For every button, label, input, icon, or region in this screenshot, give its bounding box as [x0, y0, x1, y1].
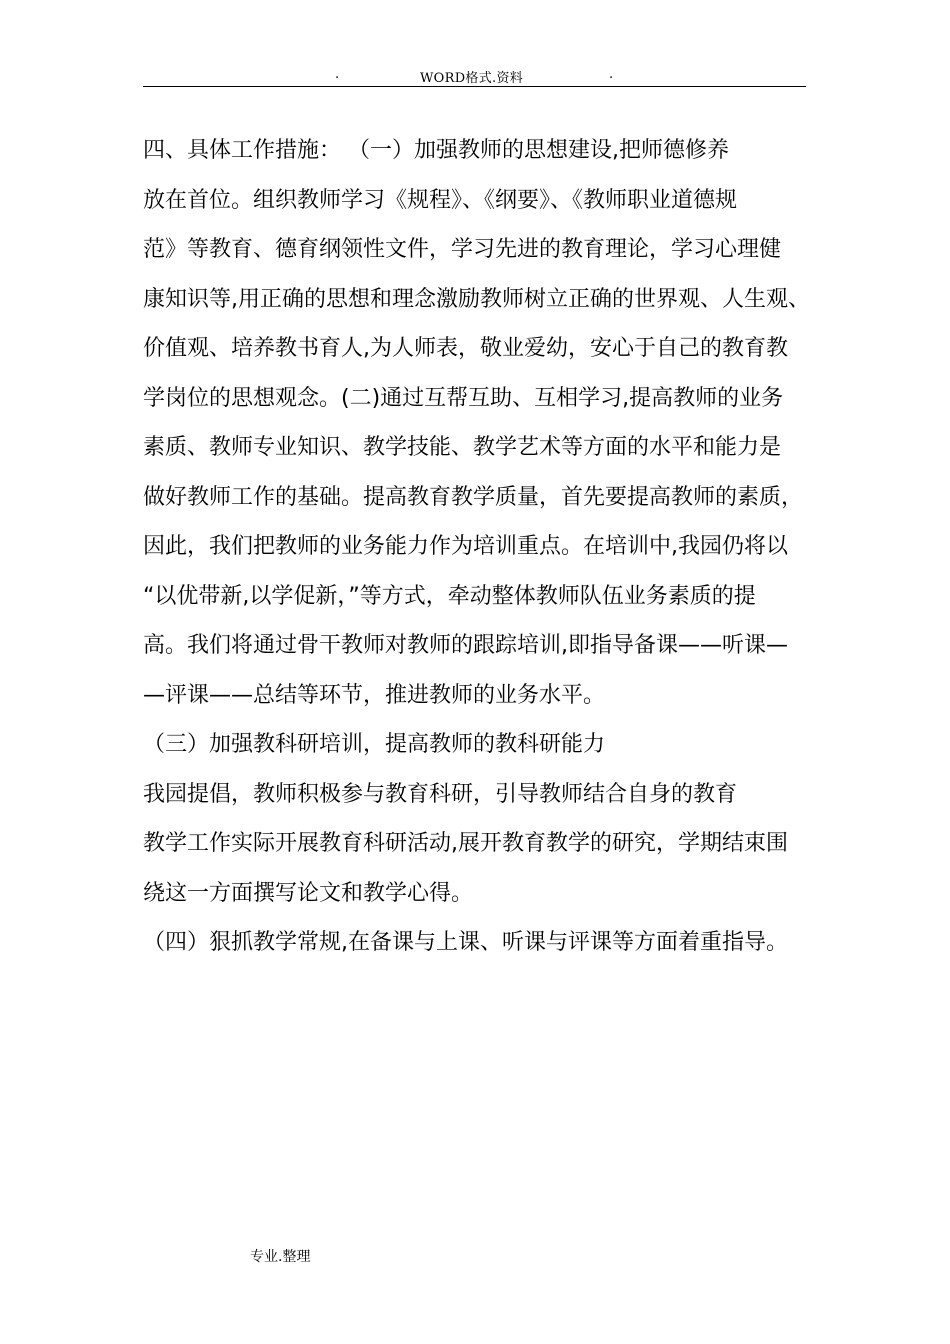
header-title: WORD格式.资料	[420, 71, 524, 86]
header-dot-left: .	[335, 67, 340, 82]
page-footer: 专业.整理	[250, 1249, 311, 1265]
header-dot-right: .	[609, 67, 614, 82]
text-line: （三）加强教科研培训，提高教师的教科研能力	[143, 732, 606, 757]
text-line: 价值观、培养教书育人,为人师表，敬业爱幼，安心于自己的教育教	[143, 336, 788, 361]
text-line: 康知识等,用正确的思想和理念激励教师树立正确的世界观、人生观、	[143, 286, 810, 312]
text-line: 我园提倡，教师积极参与教育科研，引导教师结合自身的教育	[143, 781, 738, 807]
document-body	[143, 126, 843, 968]
text-line: （四）狠抓教学常规,在备课与上课、听课与评课等方面着重指导。	[143, 930, 788, 955]
text-line: —评课——总结等环节，推进教师的业务水平。	[143, 682, 606, 708]
text-line: 范》等教育、德育纲领性文件，学习先进的教育理论，学习心理健	[143, 237, 782, 262]
text-line: 因此，我们把教师的业务能力作为培训重点。在培训中,我园仍将以	[143, 534, 788, 559]
page-header	[143, 64, 806, 87]
text-line: 做好教师工作的基础。提高教育教学质量，首先要提高教师的素质，	[143, 484, 804, 510]
text-line: 四、具体工作措施： （一）加强教师的思想建设,把师德修养	[143, 138, 729, 163]
text-line: 素质、教师专业知识、教学技能、教学艺术等方面的水平和能力是	[143, 435, 782, 460]
text-line: 学岗位的思想观念。(二)通过互帮互助、互相学习,提高教师的业务	[143, 385, 784, 411]
text-line: 高。我们将通过骨干教师对教师的跟踪培训,即指导备课——听课—	[143, 633, 788, 658]
text-line: 绕这一方面撰写论文和教学心得。	[143, 880, 474, 906]
text-line: 放在首位。组织教师学习《规程》、《纲要》、《教师职业道德规	[143, 187, 738, 213]
text-line: 教学工作实际开展教育科研活动,展开教育教学的研究，学期结束围	[143, 831, 788, 856]
text-line: “以优带新,以学促新，”等方式，牵动整体教师队伍业务素质的提	[143, 583, 756, 609]
